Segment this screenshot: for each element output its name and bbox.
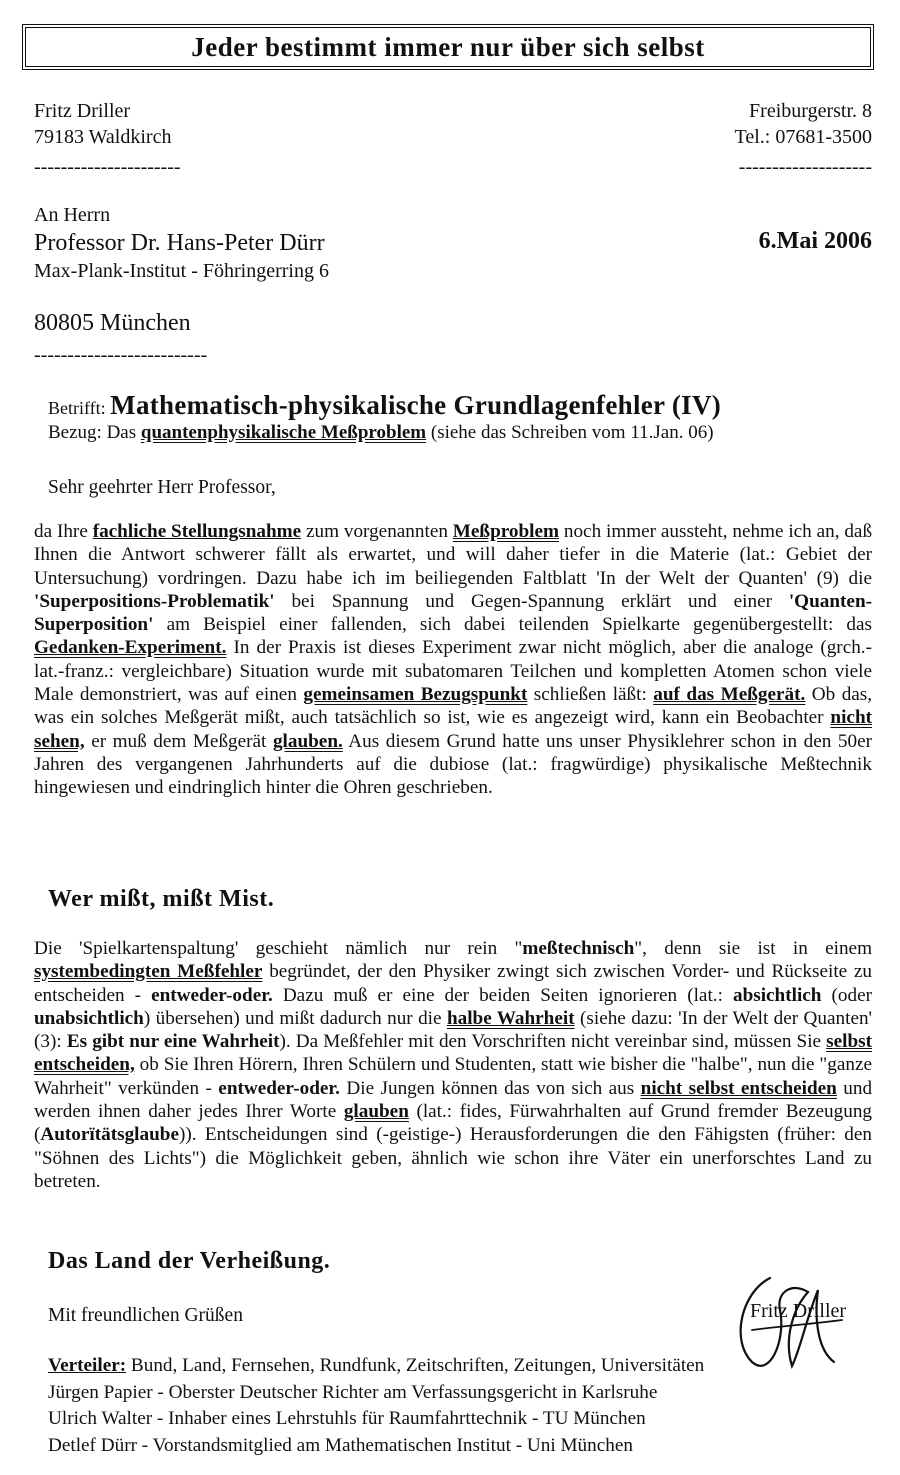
recipient-name: Professor Dr. Hans-Peter Dürr xyxy=(34,230,325,256)
text-run: zum vorgenannten xyxy=(305,521,448,542)
text-run: am Beispiel einer fallenden, sich dabei teilenden Spielkarte gegenübergestellt: das xyxy=(166,614,872,636)
signature-name: Fritz Driller xyxy=(750,1300,847,1322)
text-run: Ob das, was ein solches Meßgerät mißt, auch tatsächlich so ist, wie es angezeigt wird, kann ein Beobachter xyxy=(34,684,873,729)
reference-topic: quantenphysikalische Meßproblem xyxy=(140,422,427,443)
text-run: bei Spannung und Gegen-Spannung erklärt und einer xyxy=(291,590,772,612)
recipient-separator: -------------------------- xyxy=(34,344,208,366)
emph: glauben xyxy=(343,1101,409,1123)
text-run: )). Entscheidungen sind (-geistige-) Herausforderungen die den Fähigsten (früher: den "Söhnen des Lichts") die Möglichkeit geben, ähnlich wie schon ihre Väter ein unerforschtes Land zu betreten. xyxy=(34,1124,872,1192)
recipient-city: 80805 München xyxy=(34,310,191,336)
text-run: Dazu muß er eine der beiden Seiten ignorieren (lat.: xyxy=(282,984,723,1006)
emph: nicht selbst entscheiden xyxy=(640,1077,837,1099)
text-run: ob Sie Ihren Hörern, Ihren Schülern und Studenten, statt wie bisher die "halbe", nun die "ganze Wahrheit" verkünden - xyxy=(34,1054,873,1099)
emph: 'Quanten-Superposition' xyxy=(34,590,873,636)
distribution-line: Detlef Dürr - Vorstandsmitglied am Mathematischen Institut - Uni München xyxy=(48,1434,633,1456)
emph: 'Superpositions-Problematik' xyxy=(34,590,275,612)
paragraph-1 xyxy=(34,520,872,800)
text-run: Die Jungen können das von sich aus xyxy=(346,1077,635,1099)
emph: Es gibt nur eine Wahrheit xyxy=(66,1031,280,1053)
banner-text: Jeder bestimmt immer nur über sich selbst xyxy=(191,31,705,62)
paragraph-2 xyxy=(34,937,872,1193)
emph: Gedanken-Experiment. xyxy=(34,637,227,659)
emph: entweder-oder. xyxy=(218,1077,340,1099)
emph: Autorïtätsglaube xyxy=(40,1124,179,1146)
sender-name: Fritz Driller xyxy=(34,100,131,122)
slogan-1: Wer mißt, mißt Mist. xyxy=(48,886,275,912)
recipient-salutation: An Herrn xyxy=(34,204,111,226)
sender-phone: Tel.: 07681-3500 xyxy=(734,126,872,148)
recipient-block xyxy=(34,202,329,368)
contact-separator: -------------------- xyxy=(738,156,872,178)
text-run: (lat.: fides, Fürwahrhalten auf Grund fremder Bezeugung ( xyxy=(34,1101,873,1146)
text-run: und werden ihnen daher jedes Ihrer Worte xyxy=(34,1077,873,1123)
text-run: schließen läßt: xyxy=(533,684,647,706)
distribution-line: Ulrich Walter - Inhaber eines Lehrstuhls für Raumfahrttechnik - TU München xyxy=(48,1408,646,1429)
text-run: (siehe dazu: 'In der Welt der Quanten' (3): xyxy=(34,1007,873,1053)
distribution-list xyxy=(48,1353,704,1459)
subject-line xyxy=(48,390,721,421)
reference-pre: Das xyxy=(106,422,137,443)
emph: fachliche Stellungsnahme xyxy=(92,521,302,542)
emph: halbe Wahrheit xyxy=(446,1007,575,1029)
text-run: In der Praxis ist dieses Experiment zwar nicht möglich, aber die analoge (grch.-lat.-franz.: vergleichbare) Situation wurde mit subatomaren Teilchen und kompletten Atomen schon viele Male demonstriert, was auf einen xyxy=(34,637,872,706)
text-run: da Ihre xyxy=(34,521,88,542)
recipient-institute: Max-Plank-Institut - Föhringerring 6 xyxy=(34,260,329,282)
text-run: Die 'Spielkartenspaltung' geschieht nämlich nur rein " xyxy=(34,938,523,959)
emph: glauben. xyxy=(272,730,343,752)
emph: systembedingten Meßfehler xyxy=(34,961,263,983)
text-run: noch immer aussteht, nehme ich an, daß Ihnen die Antwort schwerer fällt als erwartet, und will daher tiefer in die Materie (lat.: Gebiet der Untersuchung) vordringen. Dazu habe ich im beiliegenden Faltblatt 'In der Welt der Quanten' (9) die xyxy=(34,521,873,589)
slogan-2: Das Land der Verheißung. xyxy=(48,1248,331,1274)
sender-block xyxy=(34,98,181,180)
text-run: ", denn sie ist in einem xyxy=(634,938,873,959)
handwritten-signature xyxy=(722,1270,852,1380)
closing: Mit freundlichen Grüßen xyxy=(48,1305,243,1326)
reference-label: Bezug: xyxy=(48,422,102,443)
text-run: begründet, der den Physiker zwingt sich zwischen Vorder- und Rückseite zu entscheiden - xyxy=(34,961,873,1006)
sender-street: Freiburgerstr. 8 xyxy=(749,100,872,122)
emph: nicht sehen, xyxy=(34,707,873,752)
text-run: er muß dem Meßgerät xyxy=(91,730,267,752)
greeting: Sehr geehrter Herr Professor, xyxy=(48,477,276,498)
emph: auf das Meßgerät. xyxy=(653,684,806,706)
reference-line xyxy=(48,422,714,444)
reference-post: (siehe das Schreiben vom 11.Jan. 06) xyxy=(430,422,714,443)
text-run: Aus diesem Grund hatte uns unser Physiklehrer schon in den 50er Jahren des vergangenen Jahrhunderts auf die dubiose (lat.: fragwürdige) physikalische Meßtechnik hingewiesen und eindringlich hinter die Ohren geschrieben. xyxy=(34,730,872,799)
distribution-label: Verteiler: xyxy=(48,1355,127,1376)
text-run: ) übersehen) und mißt dadurch nur die xyxy=(143,1007,442,1029)
subject-title: Mathematisch-physikalische Grundlagenfehler (IV) xyxy=(110,390,722,420)
emph: selbst entscheiden, xyxy=(34,1031,873,1076)
letter-date: 6.Mai 2006 xyxy=(758,228,872,254)
sender-city: 79183 Waldkirch xyxy=(34,126,172,148)
text-run: (oder xyxy=(831,984,873,1006)
distribution-line: Bund, Land, Fernsehen, Rundfunk, Zeitschriften, Zeitungen, Universitäten xyxy=(130,1355,705,1376)
emph: Meßproblem xyxy=(452,521,560,542)
banner xyxy=(22,24,874,70)
emph: gemeinsamen Bezugspunkt xyxy=(303,684,528,706)
distribution-line: Jürgen Papier - Oberster Deutscher Richter am Verfassungsgericht in Karlsruhe xyxy=(48,1381,658,1403)
subject-label: Betrifft: xyxy=(48,398,106,418)
sender-separator: ---------------------- xyxy=(34,156,181,178)
emph: meßtechnisch xyxy=(522,938,635,959)
emph: absichtlich xyxy=(732,984,822,1006)
emph: entweder-oder. xyxy=(151,984,273,1006)
emph: unabsichtlich xyxy=(34,1007,144,1029)
sender-contact-block xyxy=(735,98,872,180)
text-run: ). Da Meßfehler mit den Vorschriften nicht vereinbar sind, müssen Sie xyxy=(279,1031,822,1053)
